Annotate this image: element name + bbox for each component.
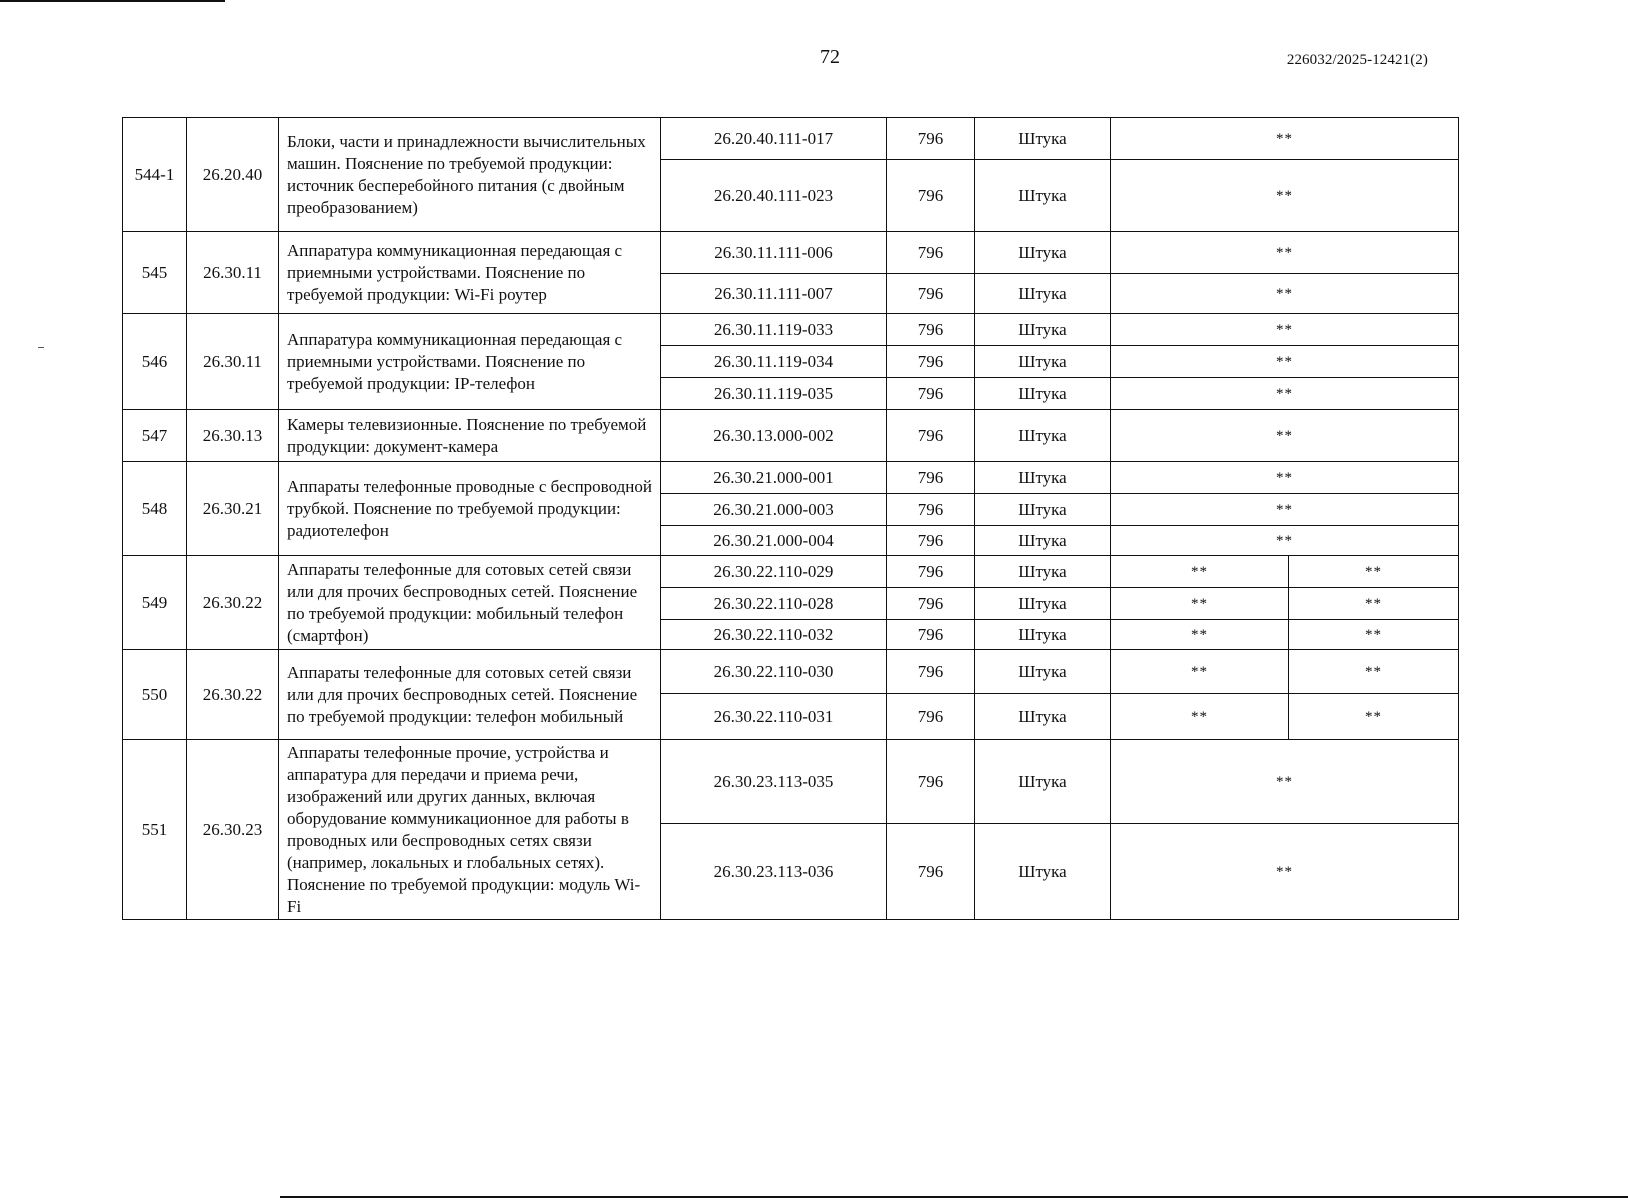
unit-name: Штука	[975, 824, 1111, 920]
quantity-mark: **	[1111, 588, 1289, 620]
unit-name: Штука	[975, 740, 1111, 824]
unit-code: 796	[887, 494, 975, 526]
unit-name: Штука	[975, 274, 1111, 314]
quantity-mark: **	[1289, 620, 1459, 650]
row-number: 551	[123, 740, 187, 920]
unit-code: 796	[887, 588, 975, 620]
ktru-code: 26.30.11.119-033	[661, 314, 887, 346]
unit-name: Штука	[975, 588, 1111, 620]
product-description: Аппараты телефонные для сотовых сетей связи или для прочих беспроводных сетей. Пояснение по требуемой продукции: телефон мобильный	[279, 650, 661, 740]
table-row	[123, 462, 1459, 494]
unit-name: Штука	[975, 118, 1111, 160]
product-description: Камеры телевизионные. Пояснение по требуемой продукции: документ-камера	[279, 410, 661, 462]
ktru-code: 26.20.40.111-017	[661, 118, 887, 160]
quantity-mark: **	[1111, 740, 1459, 824]
unit-name: Штука	[975, 410, 1111, 462]
unit-name: Штука	[975, 620, 1111, 650]
table-body	[123, 118, 1459, 920]
product-description: Аппараты телефонные проводные с беспроводной трубкой. Пояснение по требуемой продукции: радиотелефон	[279, 462, 661, 556]
table-row	[123, 556, 1459, 588]
quantity-mark: **	[1111, 694, 1289, 740]
row-number: 547	[123, 410, 187, 462]
okpd-code: 26.30.23	[187, 740, 279, 920]
quantity-mark: **	[1111, 274, 1459, 314]
row-number: 548	[123, 462, 187, 556]
document-table-wrapper	[122, 117, 1459, 920]
product-description: Аппараты телефонные прочие, устройства и аппаратура для передачи и приема речи, изображений или других данных, включая оборудование коммуникационное для работы в проводных или беспроводных сетях связи (например, локальных и глобальных сетях). Пояснение по требуемой продукции: модуль Wi-Fi	[279, 740, 661, 920]
ktru-code: 26.30.13.000-002	[661, 410, 887, 462]
unit-code: 796	[887, 462, 975, 494]
ktru-code: 26.30.22.110-028	[661, 588, 887, 620]
unit-name: Штука	[975, 232, 1111, 274]
ktru-code: 26.30.22.110-030	[661, 650, 887, 694]
quantity-mark: **	[1111, 118, 1459, 160]
quantity-mark: **	[1111, 824, 1459, 920]
unit-name: Штука	[975, 650, 1111, 694]
ktru-code: 26.20.40.111-023	[661, 160, 887, 232]
row-number: 549	[123, 556, 187, 650]
quantity-mark: **	[1289, 694, 1459, 740]
quantity-mark: **	[1289, 556, 1459, 588]
okpd-code: 26.30.22	[187, 556, 279, 650]
unit-code: 796	[887, 620, 975, 650]
unit-name: Штука	[975, 556, 1111, 588]
ktru-code: 26.30.11.119-035	[661, 378, 887, 410]
unit-code: 796	[887, 556, 975, 588]
unit-name: Штука	[975, 526, 1111, 556]
quantity-mark: **	[1111, 378, 1459, 410]
table-row	[123, 740, 1459, 824]
unit-name: Штука	[975, 494, 1111, 526]
unit-code: 796	[887, 232, 975, 274]
okpd-code: 26.20.40	[187, 118, 279, 232]
unit-code: 796	[887, 526, 975, 556]
unit-code: 796	[887, 160, 975, 232]
quantity-mark: **	[1111, 462, 1459, 494]
row-number: 545	[123, 232, 187, 314]
quantity-mark: **	[1111, 650, 1289, 694]
table-row	[123, 410, 1459, 462]
row-number: 550	[123, 650, 187, 740]
unit-code: 796	[887, 314, 975, 346]
scan-margin-mark	[38, 347, 44, 348]
ktru-code: 26.30.21.000-001	[661, 462, 887, 494]
unit-code: 796	[887, 410, 975, 462]
quantity-mark: **	[1111, 410, 1459, 462]
table-row	[123, 314, 1459, 346]
unit-code: 796	[887, 740, 975, 824]
quantity-mark: **	[1111, 160, 1459, 232]
ktru-code: 26.30.21.000-003	[661, 494, 887, 526]
ktru-code: 26.30.22.110-031	[661, 694, 887, 740]
ktru-code: 26.30.23.113-036	[661, 824, 887, 920]
page-number: 72	[820, 46, 840, 68]
scan-edge-line-bottom	[280, 1196, 1628, 1198]
unit-code: 796	[887, 824, 975, 920]
unit-name: Штука	[975, 160, 1111, 232]
okpd-code: 26.30.11	[187, 314, 279, 410]
unit-name: Штука	[975, 314, 1111, 346]
row-number: 546	[123, 314, 187, 410]
quantity-mark: **	[1289, 588, 1459, 620]
document-table	[122, 117, 1459, 920]
table-row	[123, 650, 1459, 694]
unit-name: Штука	[975, 378, 1111, 410]
document-id: 226032/2025-12421(2)	[1286, 52, 1428, 68]
okpd-code: 26.30.11	[187, 232, 279, 314]
table-row	[123, 232, 1459, 274]
ktru-code: 26.30.21.000-004	[661, 526, 887, 556]
quantity-mark: **	[1111, 346, 1459, 378]
unit-name: Штука	[975, 462, 1111, 494]
quantity-mark: **	[1111, 556, 1289, 588]
okpd-code: 26.30.22	[187, 650, 279, 740]
product-description: Аппараты телефонные для сотовых сетей связи или для прочих беспроводных сетей. Пояснение по требуемой продукции: мобильный телефон (смартфон)	[279, 556, 661, 650]
unit-name: Штука	[975, 694, 1111, 740]
unit-code: 796	[887, 118, 975, 160]
unit-code: 796	[887, 274, 975, 314]
ktru-code: 26.30.23.113-035	[661, 740, 887, 824]
unit-code: 796	[887, 650, 975, 694]
unit-code: 796	[887, 694, 975, 740]
product-description: Аппаратура коммуникационная передающая с приемными устройствами. Пояснение по требуемой продукции: Wi-Fi роутер	[279, 232, 661, 314]
quantity-mark: **	[1111, 620, 1289, 650]
okpd-code: 26.30.13	[187, 410, 279, 462]
ktru-code: 26.30.22.110-032	[661, 620, 887, 650]
ktru-code: 26.30.11.111-007	[661, 274, 887, 314]
unit-name: Штука	[975, 346, 1111, 378]
product-description: Аппаратура коммуникационная передающая с приемными устройствами. Пояснение по требуемой продукции: IP-телефон	[279, 314, 661, 410]
table-row	[123, 118, 1459, 160]
scan-edge-line-top	[0, 0, 225, 2]
quantity-mark: **	[1111, 232, 1459, 274]
quantity-mark: **	[1111, 494, 1459, 526]
quantity-mark: **	[1111, 314, 1459, 346]
ktru-code: 26.30.22.110-029	[661, 556, 887, 588]
row-number: 544-1	[123, 118, 187, 232]
product-description: Блоки, части и принадлежности вычислительных машин. Пояснение по требуемой продукции: источник бесперебойного питания (с двойным преобразованием)	[279, 118, 661, 232]
unit-code: 796	[887, 346, 975, 378]
ktru-code: 26.30.11.111-006	[661, 232, 887, 274]
okpd-code: 26.30.21	[187, 462, 279, 556]
ktru-code: 26.30.11.119-034	[661, 346, 887, 378]
quantity-mark: **	[1289, 650, 1459, 694]
unit-code: 796	[887, 378, 975, 410]
quantity-mark: **	[1111, 526, 1459, 556]
